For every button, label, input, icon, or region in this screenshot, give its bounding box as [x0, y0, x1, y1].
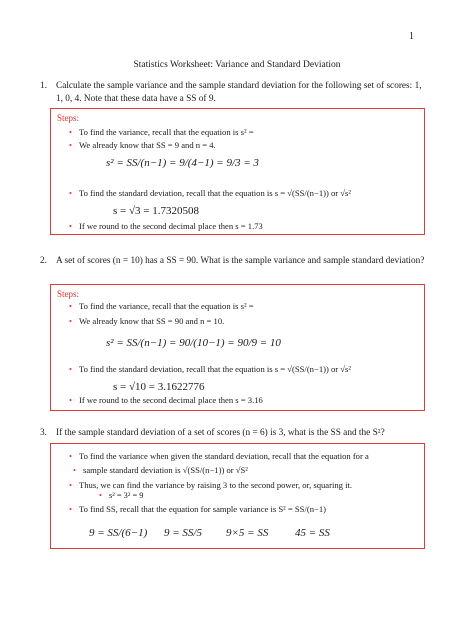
question-text: If the sample standard deviation of a set of scores (n = 6) is 3, what is the SS and the S²? [56, 428, 385, 438]
variance-equation: s² = SS/(n−1) = 9/(4−1) = 9/3 = 3 [106, 157, 259, 169]
bullet-sd-eq: • To find the standard deviation, recall that the equation is s = √(SS/(n−1)) or √s² [81, 364, 351, 374]
ss-equation-2: 9 = SS/5 [164, 527, 202, 539]
page-title: Statistics Worksheet: Variance and Standard Deviation [133, 60, 341, 70]
bullet-known: • We already know that SS = 90 and n = 10. [81, 316, 224, 326]
steps-label: Steps: [57, 289, 80, 299]
bullet-variance-given-sd-cont: • sample standard deviation is √(SS/(n−1)) or √S² [85, 465, 248, 475]
bullet-rounded: • If we round to the second decimal place then s = 1.73 [81, 221, 263, 231]
ss-equation-3: 9×5 = SS [226, 527, 269, 539]
variance-equation: s² = SS/(n−1) = 90/(10−1) = 90/9 = 10 [106, 337, 281, 349]
bullet-known: • We already know that SS = 9 and n = 4. [81, 140, 216, 150]
steps-box-1 [50, 108, 425, 235]
question-number: 1. [40, 81, 47, 91]
bullet-sd-eq: • To find the standard deviation, recall that the equation is s = √(SS/(n−1)) or √s² [81, 188, 351, 198]
variance-result: • s² = 3² = 9 [111, 491, 143, 500]
question-1 [40, 80, 426, 105]
steps-box-3 [50, 443, 425, 549]
question-number: 2. [40, 256, 47, 266]
steps-box-2 [50, 284, 425, 411]
sd-equation: s = √3 = 1.7320508 [113, 205, 199, 217]
bullet-variance-eq: • To find the variance, recall that the equation is s² = [81, 127, 254, 137]
bullet-ss-eq: • To find SS, recall that the equation for sample variance is S² = SS/(n−1) [81, 504, 326, 514]
question-text: Calculate the sample variance and the sample standard deviation for the following set of scores: 1, 1, 0, 4. Note that these data have a SS of 9. [56, 81, 422, 104]
question-number: 3. [40, 428, 47, 438]
sd-equation: s = √10 = 3.1622776 [113, 381, 205, 393]
question-text: A set of scores (n = 10) has a SS = 90. What is the sample variance and sample standard deviation? [56, 256, 425, 266]
steps-label: Steps: [57, 113, 80, 123]
ss-equation-1: 9 = SS/(6−1) [89, 527, 148, 539]
question-3 [40, 427, 426, 440]
bullet-square: • Thus, we can find the variance by raising 3 to the second power, or, squaring it. [81, 480, 352, 490]
question-2 [40, 255, 426, 268]
bullet-rounded: • If we round to the second decimal place then s = 3.16 [81, 395, 263, 405]
bullet-variance-eq: • To find the variance, recall that the equation is s² = [81, 301, 254, 311]
ss-equation-4: 45 = SS [295, 527, 330, 539]
page-number: 1 [409, 31, 414, 42]
bullet-variance-given-sd: • To find the variance when given the standard deviation, recall that the equation for a [81, 451, 369, 461]
